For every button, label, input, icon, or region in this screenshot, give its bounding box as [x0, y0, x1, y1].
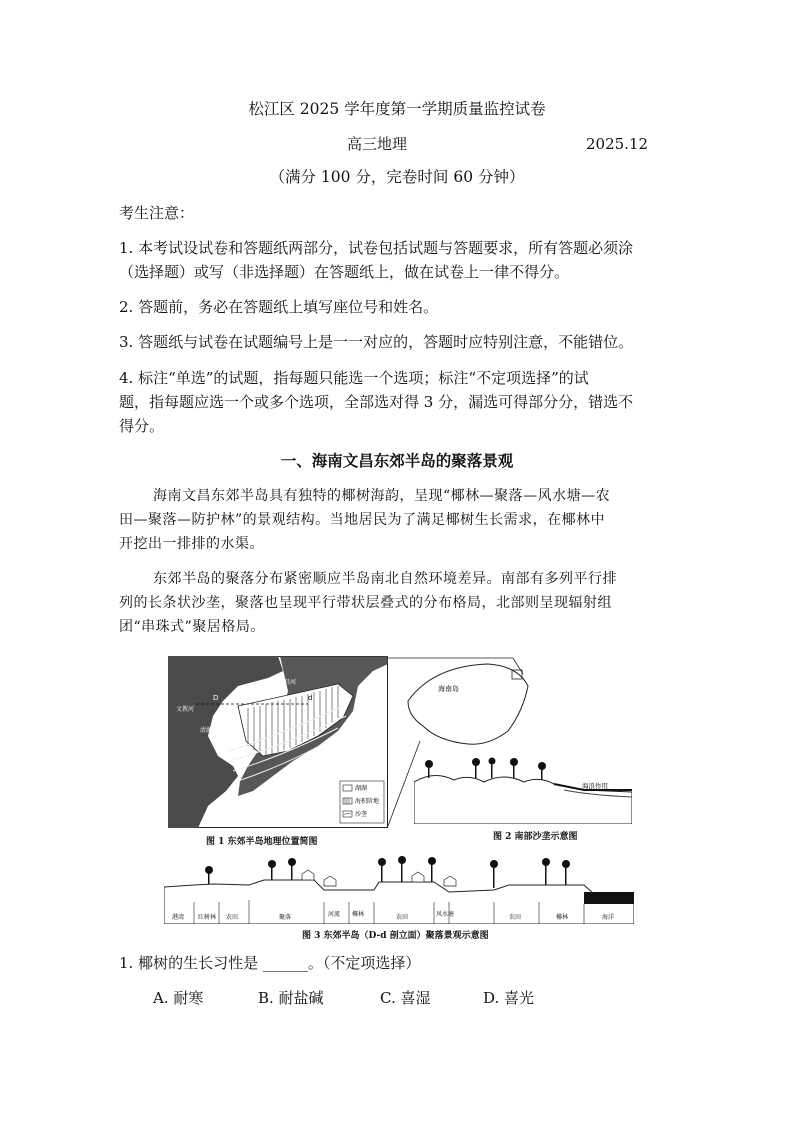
notice-item-1-line2: （选择题）或写（非选择题）在答题纸上，做在试卷上一律不得分。: [119, 263, 570, 281]
notice-item-2: 2. 答题前，务必在答题纸上填写座位号和姓名。: [119, 298, 439, 316]
figure-2-sand-ridge: [414, 752, 632, 824]
figure-1-caption: 图 1 东郊半岛地理位置简图: [206, 837, 318, 847]
para1-line3: 开挖出一排排的水渠。: [119, 536, 264, 552]
figure-2-caption: 图 2 南部沙垄示意图: [493, 832, 578, 842]
fig1-place1: 文教河: [176, 706, 195, 713]
para1-line2: 田—聚落—防护林”的景观结构。当地居民为了满足椰树生长需求，在椰林中: [119, 512, 606, 528]
question-1-option-b[interactable]: B. 耐盐碱: [258, 989, 324, 1007]
figure-3-caption: 图 3 东郊半岛（D-d 剖立面）聚落景观示意图: [302, 931, 489, 941]
scoring-info: （满分 100 分，完卷时间 60 分钟）: [269, 168, 525, 186]
question-1-stem: 1. 椰树的生长习性是 ______。（不定项选择）: [119, 954, 421, 972]
para2-line3: 团“串珠式”聚居格局。: [119, 619, 265, 635]
notice-item-1-line1: 1. 本考试设试卷和答题纸两部分，试卷包括试题与答题要求，所有答题必须涂: [119, 239, 634, 257]
subject-label: 高三地理: [347, 135, 408, 153]
notice-heading: 考生注意：: [119, 204, 195, 222]
figure-3-section: [164, 852, 634, 924]
fig3-label-6: 椰林: [352, 911, 365, 918]
fig3-label-11: 海洋: [602, 914, 615, 921]
fig3-label-10: 椰林: [556, 914, 569, 921]
notice-item-3: 3. 答题纸与试卷在试题编号上是一一对应的，答题时应特别注意，不能错位。: [119, 333, 634, 351]
exam-title: 松江区 2025 学年度第一学期质量监控试卷: [248, 100, 546, 118]
fig3-label-4: 聚落: [279, 914, 292, 921]
exam-date: 2025.12: [586, 135, 649, 153]
fig1-sea: 南海: [316, 775, 330, 783]
fig1-point-d: d: [308, 694, 313, 702]
para1-line1: 海南文昌东郊半岛具有独特的椰树海韵，呈现“椰林—聚落—风水塘—农: [153, 488, 611, 504]
notice-item-4-line1: 4. 标注“单选”的试题，指每题只能选一个选项；标注“不定项选择”的试: [119, 369, 589, 387]
fig3-label-7: 农田: [396, 914, 409, 921]
notice-item-4-line2: 题，指每题应选一个或多个选项，全部选对得 3 分，漏选可得部分分，错选不: [119, 393, 634, 411]
fig1-legend-3: 沙垄: [355, 811, 368, 818]
fig3-label-5: 河流: [328, 911, 341, 918]
question-1-option-d[interactable]: D. 喜光: [483, 989, 535, 1007]
fig1-legend-1: 湖湖: [355, 785, 368, 792]
fig1-point-D: D: [213, 694, 219, 702]
fig3-label-8: 风水塘: [436, 911, 455, 918]
para2-line2: 列的长条状沙垄，聚落也呈现平行带状层叠式的分布格局，北部则呈现辐射组: [119, 595, 612, 611]
fig3-label-9: 农田: [509, 914, 522, 921]
fig2-sea-action: 海浪作用: [582, 782, 608, 790]
figure-1-map: [168, 656, 388, 828]
notice-item-4-line3: 得分。: [119, 417, 165, 435]
fig3-label-2: 红树林: [198, 914, 217, 921]
fig1-place2: 文昌河: [278, 679, 297, 686]
section-title: 一、海南文昌东郊半岛的聚落景观: [280, 451, 514, 470]
question-1-option-a[interactable]: A. 耐寒: [153, 989, 204, 1007]
question-1-option-c[interactable]: C. 喜湿: [380, 989, 431, 1007]
fig1-inset-island: 海南岛: [438, 685, 459, 693]
fig1-legend-2: 海积阶地: [355, 798, 380, 805]
para2-line1: 东郊半岛的聚落分布紧密顺应半岛南北自然环境差异。南部有多列平行排: [153, 571, 617, 587]
fig3-label-1: 港湾: [172, 914, 185, 921]
fig1-place3: 清澜: [200, 727, 213, 734]
fig3-label-3: 农田: [226, 914, 239, 921]
